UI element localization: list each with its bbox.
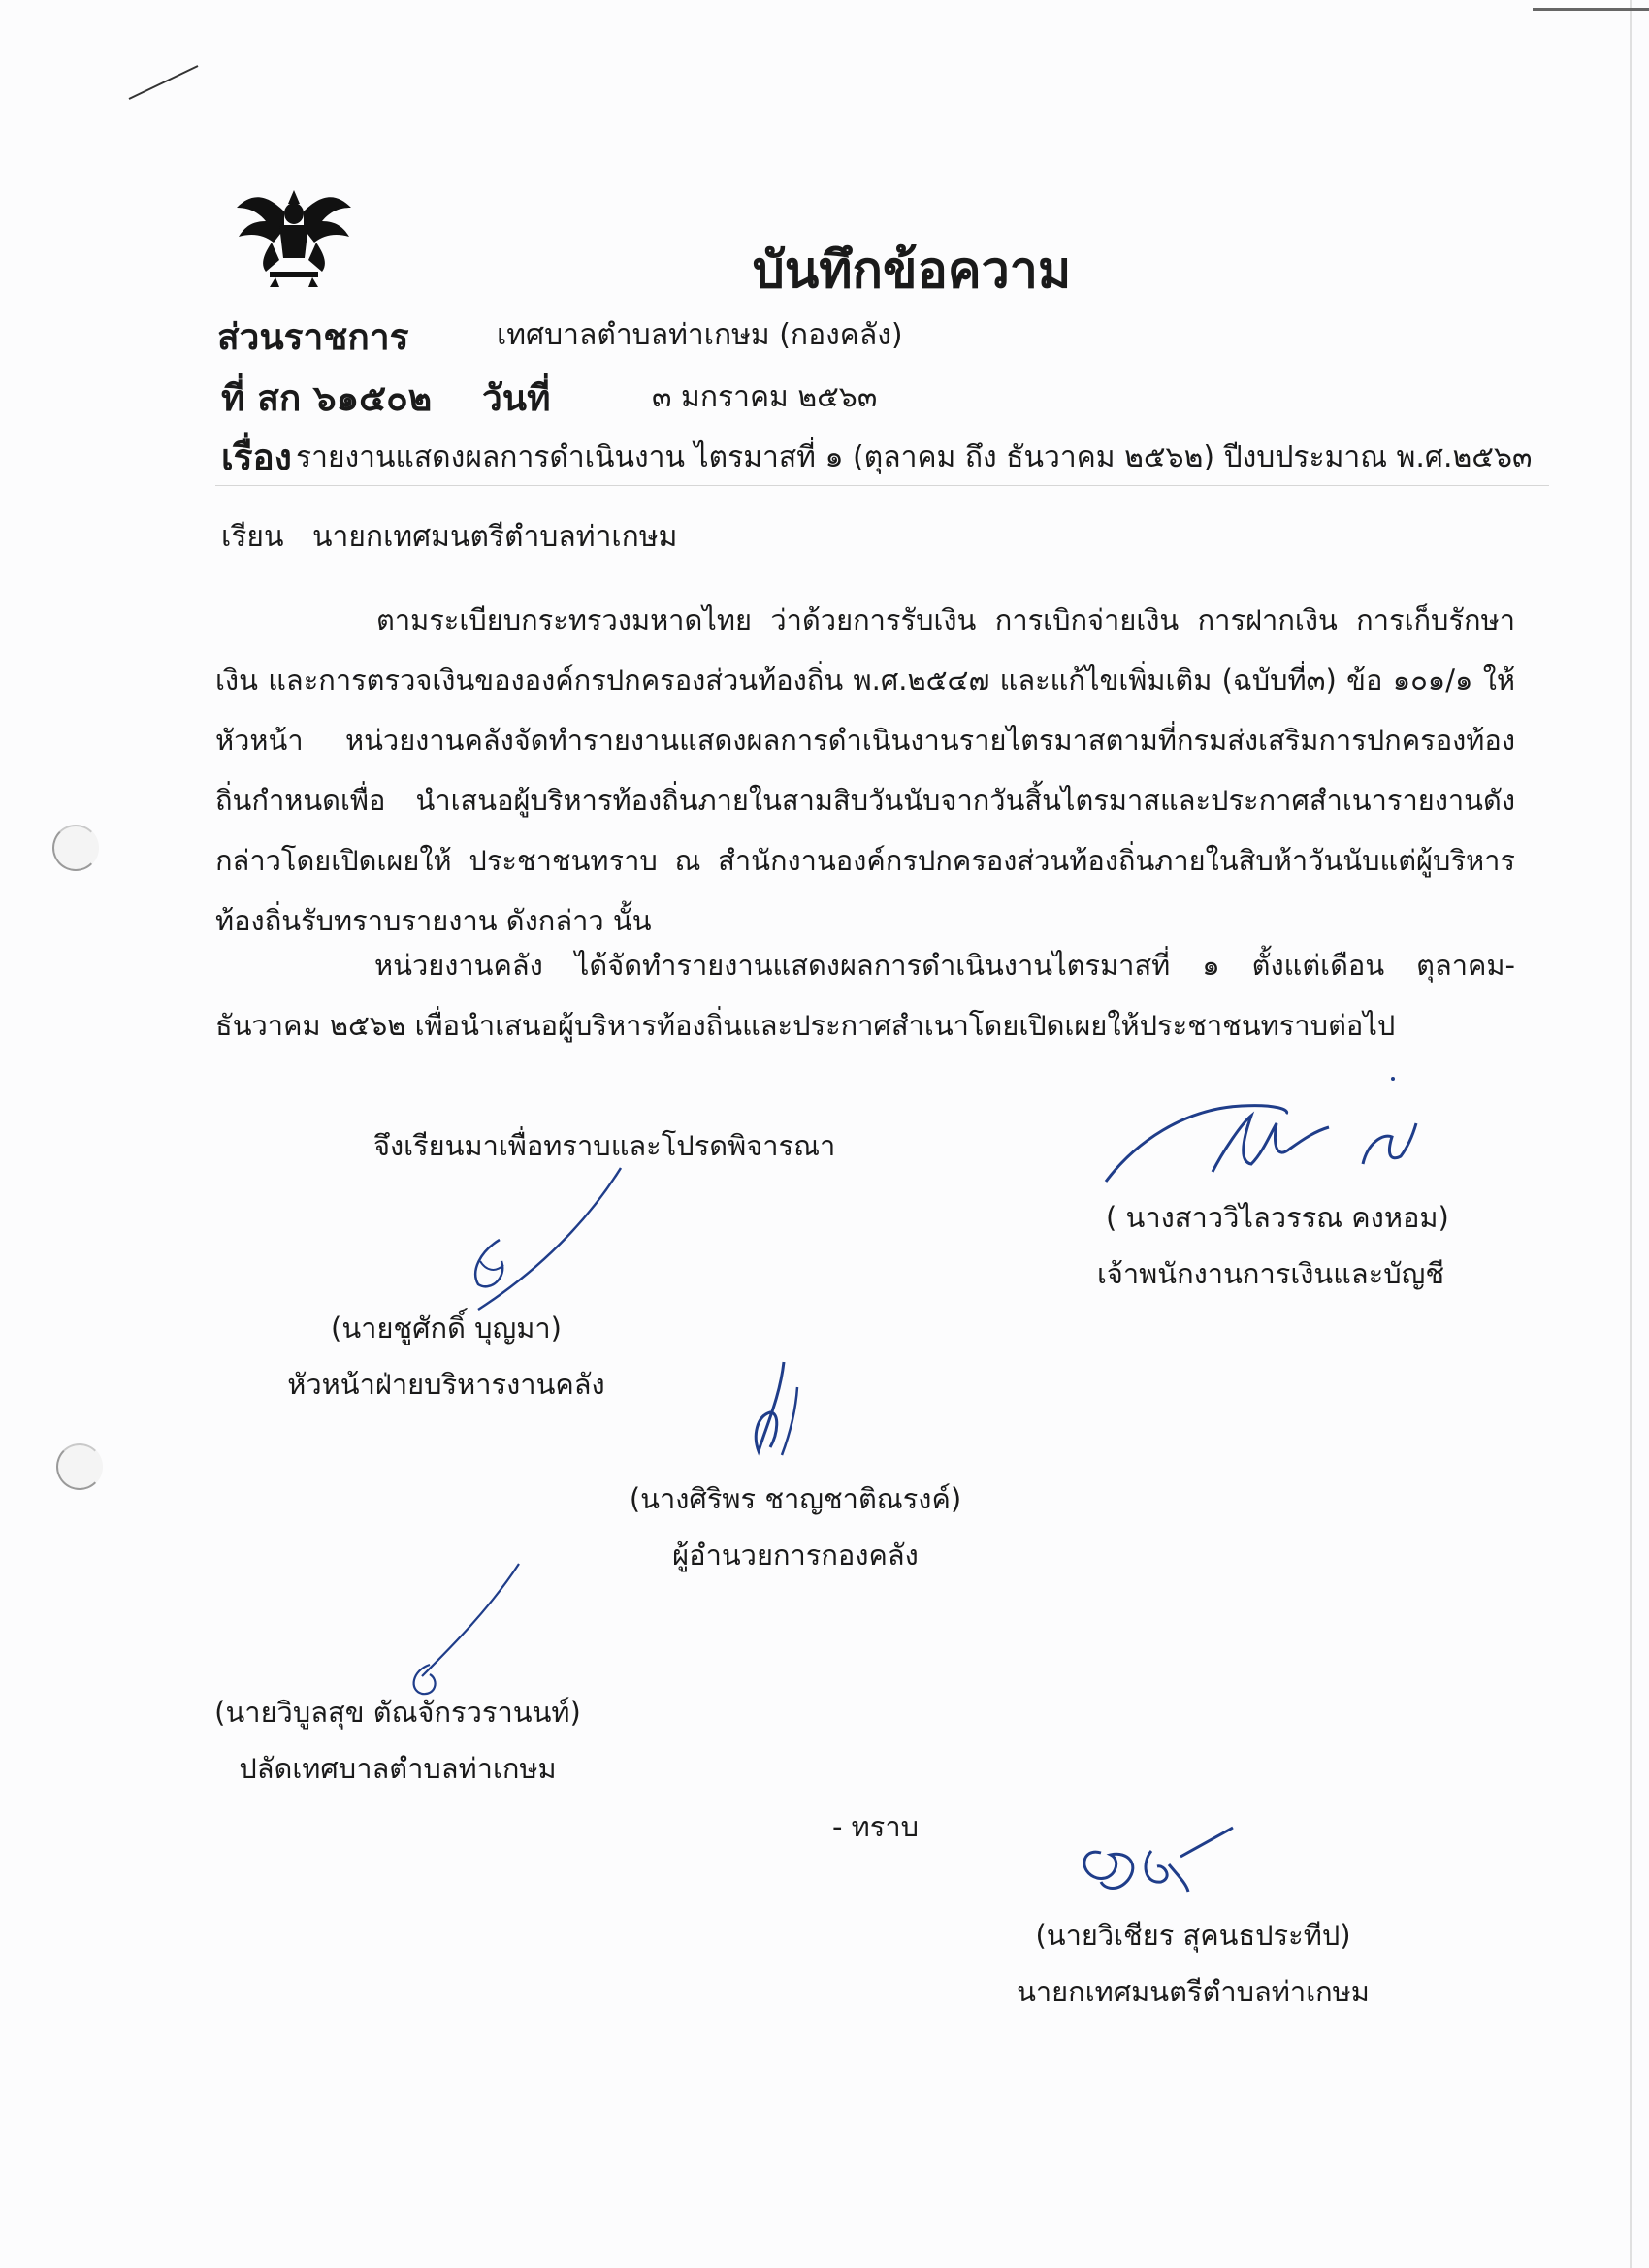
director-signature [737, 1358, 824, 1465]
mayor-position: นายกเทศมนตรีตำบลท่าเกษม [1017, 1975, 1370, 2008]
officer-position: เจ้าพนักงานการเงินและบัญชี [1096, 1257, 1445, 1290]
officer-signature [1096, 1055, 1445, 1191]
punch-hole [52, 825, 99, 871]
mayor-signature [1072, 1822, 1246, 1909]
municipal-clerk-name: (นายวิบูลสุข ตัณจักรวรานนท์) [214, 1696, 581, 1729]
scan-edge [1630, 0, 1632, 2268]
punch-hole [56, 1443, 103, 1490]
director-name: (นางศิริพร ชาญชาติณรงค์) [629, 1482, 962, 1515]
municipal-clerk-signature [383, 1560, 529, 1705]
header-divider [215, 485, 1549, 486]
closing-line: จึงเรียนมาเพื่อทราบและโปรดพิจารณา [373, 1129, 836, 1162]
scan-edge-mark [1533, 8, 1649, 11]
document-title: บันทึกข้อความ [752, 242, 1072, 300]
body-paragraph-1: ตามระเบียบกระทรวงมหาดไทย ว่าด้วยการรับเงิน การเบิกจ่ายเงิน การฝากเงิน การเก็บรักษาเงิน และการตรวจเงินขององค์กรปกครองส่วนท้องถิ่น พ.ศ.๒๕๔๗ และแก้ไขเพิ่มเติม (ฉบับที่๓) ข้อ ๑๐๑/๑ ให้หัวหน้า หน่วยงานคลังจัดทำรายงานแสดงผลการดำเนินงานรายไตรมาสตามที่กรมส่งเสริมการปกครองท้องถิ่นกำหนดเพื่อ นำเสนอผู้บริหารท้องถิ่นภายในสามสิบวันนับจากวันสิ้นไตรมาสและประกาศสำเนารายงานดังกล่าวโดยเปิดเผยให้ ประชาชนทราบ ณ สำนักงานองค์กรปกครองส่วนท้องถิ่นภายในสิบห้าวันนับแต่ผู้บริหารท้องถิ่นรับทราบรายงาน ดังกล่าว นั้น [215, 603, 1515, 937]
salutation-label: เรียน [221, 520, 284, 554]
date-value: ๓ มกราคม ๒๕๖๓ [652, 380, 878, 414]
director-position: ผู้อำนวยการกองคลัง [672, 1539, 919, 1571]
agency-value: เทศบาลตำบลท่าเกษม (กองคลัง) [497, 318, 903, 352]
section-head-position: หัวหน้าฝ่ายบริหารงานคลัง [287, 1368, 605, 1401]
mayor-name: (นายวิเชียร สุคนธประทีป) [1035, 1919, 1351, 1952]
mayor-acknowledgement: - ทราบ [832, 1810, 920, 1843]
subject-value: รายงานแสดงผลการดำเนินงาน ไตรมาสที่ ๑ (ตุลาคม ถึง ธันวาคม ๒๕๖๒) ปีงบประมาณ พ.ศ.๒๕๖๓ [296, 440, 1533, 474]
salutation-value: นายกเทศมนตรีตำบลท่าเกษม [312, 520, 678, 554]
reference-number: ที่ สก ๖๑๕๐๒ [221, 377, 433, 419]
body-paragraph-2: หน่วยงานคลัง ได้จัดทำรายงานแสดงผลการดำเนินงานไตรมาสที่ ๑ ตั้งแต่เดือน ตุลาคม-ธันวาคม ๒๕๖๒ เพื่อนำเสนอผู้บริหารท้องถิ่นและประกาศสำเนาโดยเปิดเผยให้ประชาชนทราบต่อไป [215, 949, 1515, 1042]
municipal-clerk-position: ปลัดเทศบาลตำบลท่าเกษม [239, 1752, 557, 1785]
subject-label: เรื่อง [221, 437, 292, 478]
agency-label: ส่วนราชการ [217, 316, 409, 358]
officer-name: ( นางสาววิไลวรรณ คงหอม) [1106, 1201, 1449, 1234]
section-head-name: (นายชูศักดิ์ บุญมา) [331, 1312, 562, 1345]
stray-mark [126, 58, 204, 107]
section-head-signature [432, 1164, 626, 1329]
date-label: วันที่ [482, 377, 551, 419]
